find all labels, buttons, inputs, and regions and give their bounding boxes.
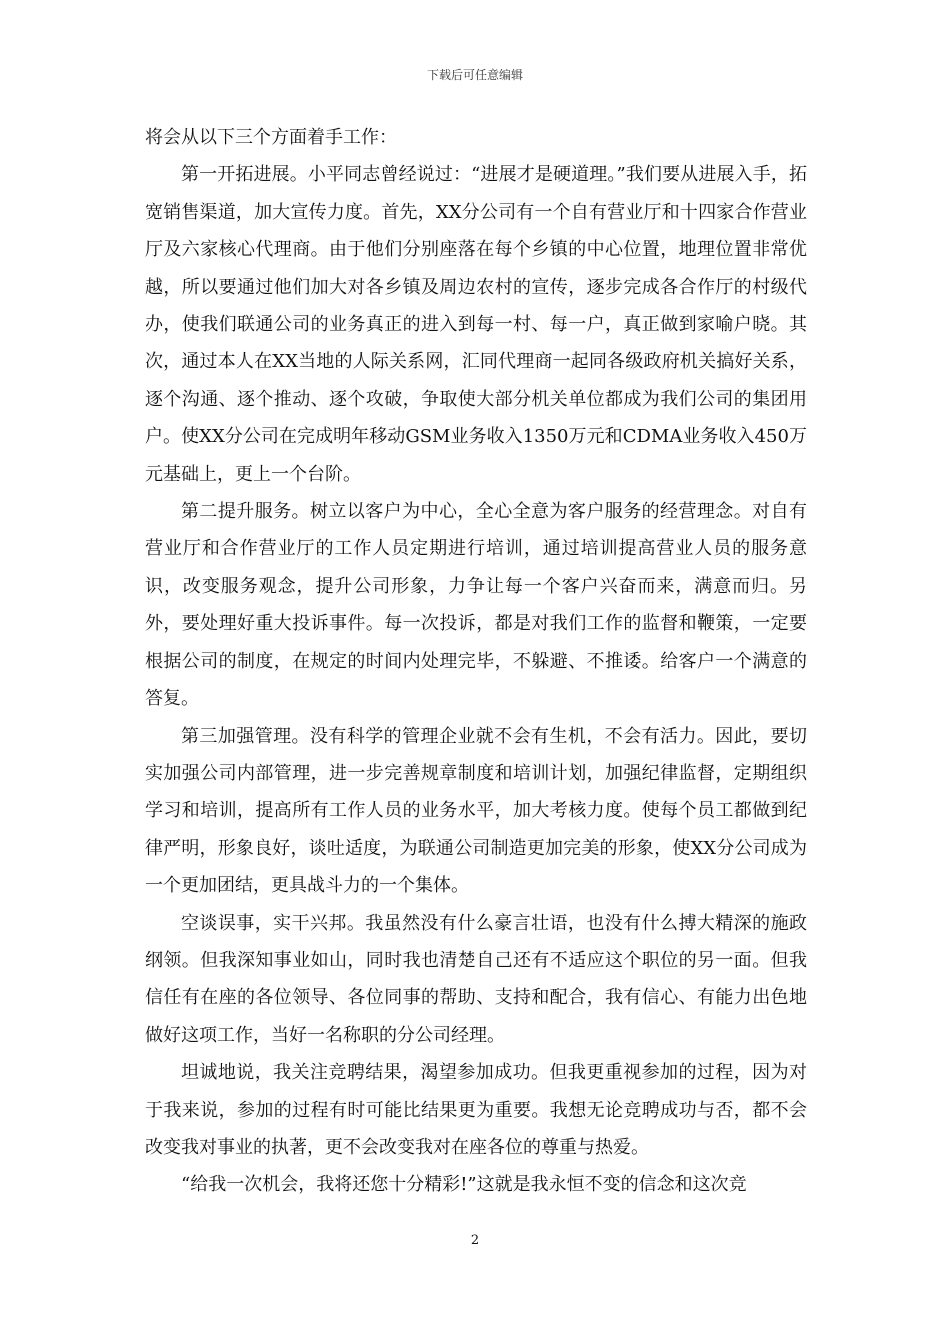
- paragraph-closing: “给我一次机会，我将还您十分精彩!”这就是我永恒不变的信念和这次竞: [181, 1174, 747, 1196]
- paragraph-development: 第一开拓进展。小平同志曾经说过：“进展才是硬道理。”我们要从进展入手，拓宽销售渠道，加大宣传力度。首先，XX分公司有一个自有营业厅和十四家合作营业厅及六家核心代理商。由于他们分别座落在每个乡镇的中心位置，地理位置非常优越，所以要通过他们加大对各乡镇及周边农村的宣传，逐步完成各合作厅的村级代办，使我们联通公司的业务真正的进入到每一村、每一户，真正做到家喻户晓。其次，通过本人在XX当地的人际关系网，汇同代理商一起同各级政府机关搞好关系，逐个沟通、逐个推动、逐个攻破，争取使大部分机关单位都成为我们公司的集团用户。使XX分公司在完成明年移动GSM业务收入1350万元和CDMA业务收入450万元基础上，更上一个台阶。: [145, 164, 807, 485]
- paragraph-service: 第二提升服务。树立以客户为中心，全心全意为客户服务的经营理念。对自有营业厅和合作营业厅的工作人员定期进行培训，通过培训提高营业人员的服务意识，改变服务观念，提升公司形象，力争让每一个客户兴奋而来，满意而归。另外，要处理好重大投诉事件。每一次投诉，都是对我们工作的监督和鞭策，一定要根据公司的制度，在规定的时间内处理完毕，不躲避、不推诿。给客户一个满意的答复。: [145, 501, 807, 710]
- document-body: [145, 119, 807, 1204]
- paragraph-management: 第三加强管理。没有科学的管理企业就不会有生机，不会有活力。因此，要切实加强公司内部管理，进一步完善规章制度和培训计划，加强纪律监督，定期组织学习和培训，提高所有工作人员的业务水平，加大考核力度。使每个员工都做到纪律严明，形象良好，谈吐适度，为联通公司制造更加完美的形象，使XX分公司成为一个更加团结，更具战斗力的一个集体。: [145, 725, 807, 897]
- paragraph-intro: 将会从以下三个方面着手工作：: [145, 127, 397, 148]
- page-header: 下载后可任意编辑: [426, 68, 523, 82]
- page-number: 2: [470, 1233, 480, 1248]
- paragraph-honest: 坦诚地说，我关注竞聘结果，渴望参加成功。但我更重视参加的过程，因为对于我来说，参加的过程有时可能比结果更为重要。我想无论竞聘成功与否，都不会改变我对事业的执著，更不会改变我对在座各位的尊重与热爱。: [145, 1062, 807, 1158]
- paragraph-resolve: 空谈误事，实干兴邦。我虽然没有什么豪言壮语，也没有什么搏大精深的施政纲领。但我深知事业如山，同时我也清楚自己还有不适应这个职位的另一面。但我信任有在座的各位领导、各位同事的帮助、支持和配合，我有信心、有能力出色地做好这项工作，当好一名称职的分公司经理。: [145, 912, 807, 1046]
